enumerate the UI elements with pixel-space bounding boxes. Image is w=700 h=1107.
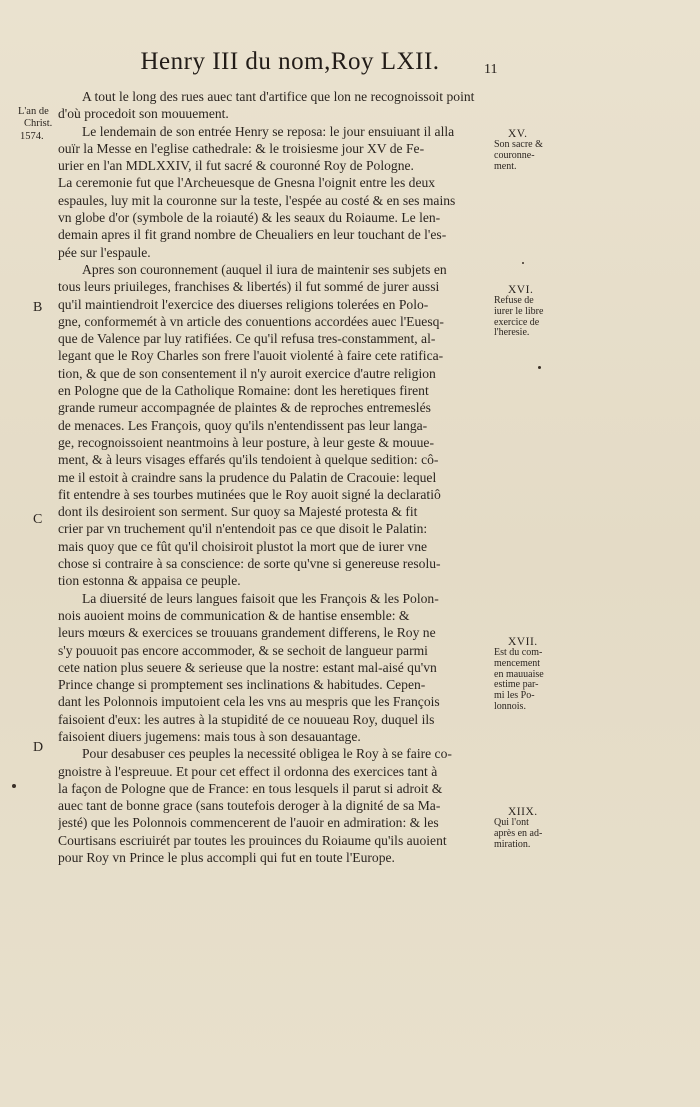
margin-year-label-3: 1574. <box>20 131 44 142</box>
ink-speck <box>522 262 524 264</box>
text-line: tion estonna & appaisa ce peuple. <box>58 573 241 589</box>
side-note-text: l'heresie. <box>494 327 530 339</box>
text-line: vn globe d'or (symbole de la roiauté) & les seaux du Roiaume. Le len- <box>58 210 441 226</box>
text-line: ge, recognoissoient neantmoins à leur posture, à leur geste & mouue- <box>58 434 434 450</box>
text-line: pée sur l'espaule. <box>58 244 151 260</box>
text-line: gnoistre à l'espreuue. Et pour cet effect il ordonna des exercices tant à <box>58 763 438 779</box>
paragraph-2 <box>58 123 494 261</box>
side-note-text: miration. <box>494 838 531 850</box>
paragraph-1 <box>58 88 494 123</box>
text-line: Courtisans escriuirét par toutes les prouinces du Roiaume qu'ils auoient <box>58 832 447 848</box>
text-line: s'y pouuoit pas encore accommoder, & se sechoit de langueur parmi <box>58 642 428 658</box>
text-line: urier en l'an MDLXXIV, il fut sacré & couronné Roy de Pologne. <box>58 158 414 174</box>
text-line: crier par vn truchement qu'il n'entendoit pas ce que disoit le Palatin: <box>58 521 428 537</box>
text-line: que de Valence par luy ratifiées. Ce qu'il refusa tres-constamment, al- <box>58 331 436 347</box>
section-letter-c: C <box>33 512 43 527</box>
text-line: Le lendemain de son entrée Henry se reposa: le jour ensuiuant il alla <box>82 123 455 139</box>
side-note-xiix <box>494 806 574 850</box>
side-note-text: mencement <box>494 657 541 669</box>
side-note-text: iurer le libre <box>494 305 544 317</box>
side-note-text: en mauuaise <box>494 668 544 680</box>
main-text-block <box>58 88 494 866</box>
text-line: legant que le Roy Charles son frere l'auoit violenté à faire cete ratifica- <box>58 348 444 364</box>
section-letter-b: B <box>33 300 43 315</box>
text-line: chose si contraire à sa conscience: de sorte qu'vne si genereuse resolu- <box>58 556 441 572</box>
side-note-number: XVI. <box>508 284 534 296</box>
side-note-text: Qui l'ont <box>494 817 529 828</box>
side-note-text: Son sacre & <box>494 139 543 150</box>
text-line: grande rumeur accompagnée de plaintes & de reproches entremeslés <box>58 400 431 416</box>
side-note-number: XVII. <box>508 636 538 648</box>
text-line: mais quoy que ce fût qu'il choisiroit plustot la mort que de iurer vne <box>58 538 428 554</box>
text-line: gne, conformemét à vn article des conuentions accordées auec l'Euesq- <box>58 313 444 329</box>
text-line: ment, & à leurs visages effarés qu'ils tendoient à quelque sedition: cô- <box>58 452 439 468</box>
text-line: jesté) que les Polonnois commencerent de l'auoir en admiration: & les <box>58 815 439 831</box>
text-line: faisoient d'eux: les autres à la stupidité de ce nouueau Roy, duquel ils <box>58 711 435 727</box>
paragraph-4 <box>58 590 494 746</box>
text-line: cete nation plus seuere & serieuse que la nostre: estant mal-aisé qu'vn <box>58 659 437 675</box>
side-note-text: Est du com- <box>494 647 543 658</box>
side-note-text: couronne- <box>494 149 535 161</box>
text-line: ouïr la Messe en l'eglise cathedrale: & le troisiesme jour XV de Fe- <box>58 140 425 156</box>
side-note-text: ment. <box>494 160 517 172</box>
section-letter-d: D <box>33 740 44 755</box>
text-line: fit entendre à ses tourbes mutinées que le Roy auoit signé la declaratiô <box>58 486 441 502</box>
side-note-text: mi les Po- <box>494 690 535 702</box>
text-line: auec tant de bonne grace (sans toutefois deroger à la dignité de sa Ma- <box>58 798 441 814</box>
ink-speck <box>12 784 16 788</box>
side-note-text: après en ad- <box>494 827 543 839</box>
text-line: nois auoient moins de communication & de hantise ensemble: & <box>58 607 410 623</box>
side-note-xv <box>494 128 574 172</box>
margin-year-label-2: Christ. <box>24 118 53 129</box>
text-line: leurs mœurs & exercices se trouuans grandement differens, le Roy ne <box>58 625 436 641</box>
text-line: A tout le long des rues auec tant d'artifice que lon ne recognoissoit point <box>82 89 475 104</box>
text-line: Pour desabuser ces peuples la necessité obligea le Roy à se faire co- <box>82 746 452 762</box>
paragraph-3 <box>58 261 494 590</box>
text-line: en Pologne que de la Catholique Romaine: dont les heretiques firent <box>58 383 429 399</box>
text-line: dont ils desiroient son serment. Sur quoy sa Majesté protesta & fit <box>58 504 418 520</box>
text-line: qu'il maintiendroit l'exercice des diuerses religions tolerées en Polo- <box>58 296 429 312</box>
text-line: tous leurs priuileges, franchises & libertés) il fut sommé de jurer aussi <box>58 279 440 295</box>
text-line: dant les Polonnois imputoient cela les vns au mespris que les François <box>58 694 440 710</box>
side-note-text: lonnois. <box>494 700 526 712</box>
text-line: de menaces. Les François, quoy qu'ils n'entendissent pas leur langa- <box>58 417 428 433</box>
side-note-number: XIIX. <box>508 806 538 818</box>
text-line: pour Roy vn Prince le plus accompli qui fut en toute l'Europe. <box>58 850 395 866</box>
folio-number: 11 <box>484 62 498 77</box>
side-note-text: Refuse de <box>494 295 534 306</box>
text-line: la façon de Pologne que de France: en tous lesquels il parut si adroit & <box>58 780 443 796</box>
side-note-number: XV. <box>508 128 528 140</box>
side-note-xvi <box>494 284 574 339</box>
text-line: d'où procedoit son mouuement. <box>58 106 229 122</box>
text-line: demain apres il fit grand nombre de Cheualiers en leur touchant de l'es- <box>58 227 447 243</box>
margin-year-label-1: L'an de <box>18 106 49 117</box>
text-line: tion, & que de son consentement il n'y auroit exercice d'autre religion <box>58 365 436 381</box>
text-line: La diuersité de leurs langues faisoit que les François & les Polon- <box>82 590 439 606</box>
text-line: me il estoit à craindre sans la prudence du Palatin de Cracouie: lequel <box>58 469 437 485</box>
side-note-text: exercice de <box>494 316 540 328</box>
paragraph-5 <box>58 745 494 866</box>
ink-speck <box>538 366 541 369</box>
text-line: espaules, luy mit la couronne sur la teste, l'espée au costé & en ses mains <box>58 192 456 208</box>
text-line: Apres son couronnement (auquel il iura de maintenir ses subjets en <box>82 261 447 277</box>
text-line: La ceremonie fut que l'Archeuesque de Gnesna l'oignit entre les deux <box>58 175 436 191</box>
text-line: faisoient diuers jugemens: mais tous à son desauantage. <box>58 728 361 744</box>
running-head-title: Henry III du nom,Roy LXII. <box>140 48 440 75</box>
text-line: Prince change si promptement ses inclinations & habitudes. Cepen- <box>58 677 426 693</box>
side-note-text: estime par- <box>494 679 539 691</box>
side-note-xvii <box>494 636 574 713</box>
